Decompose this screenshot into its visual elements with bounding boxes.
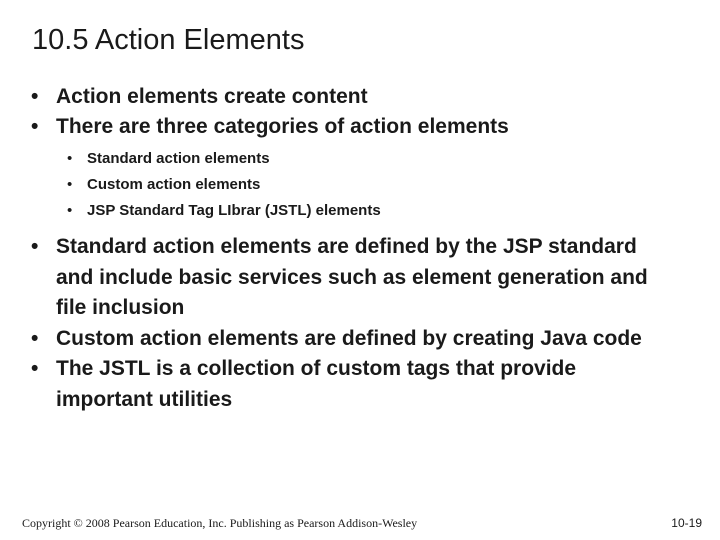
bullet-icon: • <box>31 326 39 350</box>
bullet-icon: • <box>31 115 39 138</box>
sub-bullet-icon: • <box>67 202 73 219</box>
sub-bullet-item <box>56 146 690 172</box>
bullet-item <box>30 354 676 415</box>
bullet-item <box>30 112 690 142</box>
bullet-icon: • <box>31 357 39 380</box>
bullet-item <box>30 232 676 324</box>
sub-bullet-icon: • <box>67 176 73 193</box>
bullet-list-bottom <box>30 232 690 415</box>
bullet-item <box>30 324 676 355</box>
bullet-icon: • <box>31 85 39 108</box>
sub-bullet-text: Standard action elements <box>87 150 270 167</box>
bullet-list-top <box>30 82 690 142</box>
sub-bullet-item <box>56 198 690 224</box>
sub-bullet-item <box>56 172 690 198</box>
slide-content <box>30 82 690 415</box>
bullet-icon: • <box>31 235 39 258</box>
sub-bullet-icon: • <box>67 150 73 167</box>
title-divider <box>30 70 690 71</box>
sub-bullet-list <box>56 146 690 224</box>
bullet-text: Action elements create content <box>56 85 368 108</box>
sub-bullet-text: Custom action elements <box>87 176 261 193</box>
bullet-item <box>30 82 690 112</box>
bullet-text: Standard action elements are defined by the JSP standard and include basic services such as element generation and file inclusion <box>56 235 648 319</box>
bullet-text: The JSTL is a collection of custom tags that provide important utilities <box>56 357 577 411</box>
bullet-text: There are three categories of action elements <box>56 115 509 138</box>
footer-page-number: 10-19 <box>671 516 702 530</box>
sub-bullet-text: JSP Standard Tag LIbrar (JSTL) elements <box>87 202 381 219</box>
footer-copyright: Copyright © 2008 Pearson Education, Inc. Publishing as Pearson Addison-Wesley <box>22 516 418 530</box>
slide-title: 10.5 Action Elements <box>32 24 305 56</box>
bullet-text: Custom action elements are defined by creating Java code <box>56 326 642 350</box>
